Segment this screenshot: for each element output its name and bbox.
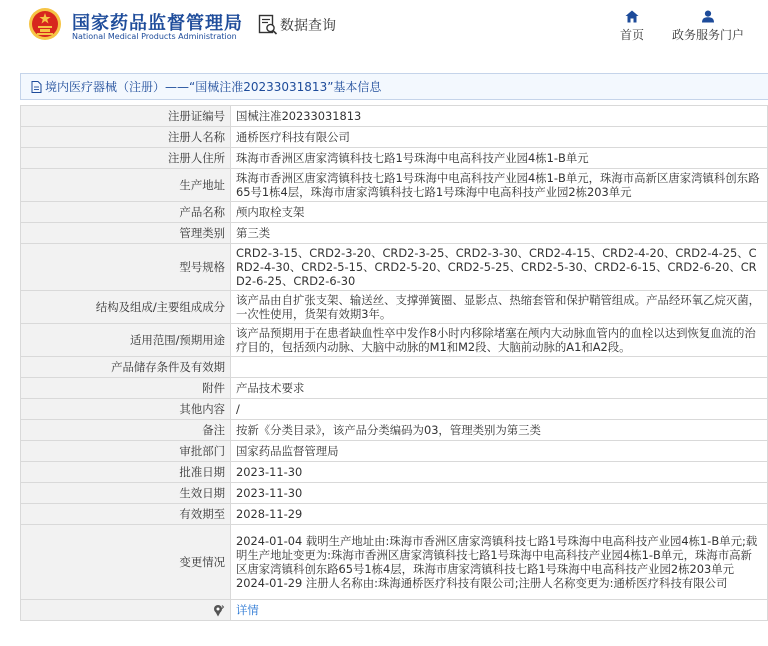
- field-value: 国家药品监督管理局: [231, 441, 768, 462]
- field-label: 备注: [21, 420, 231, 441]
- field-value: 珠海市香洲区唐家湾镇科技七路1号珠海中电高科技产业园4栋1-B单元: [231, 148, 768, 169]
- table-row: [21, 504, 768, 525]
- table-row: [21, 169, 768, 202]
- field-label: 变更情况: [21, 525, 231, 600]
- field-value: /: [231, 399, 768, 420]
- field-value: [231, 357, 768, 378]
- record-title-bar: [20, 73, 768, 100]
- field-value: 该产品预期用于在患者缺血性卒中发作8小时内移除堵塞在颅内大动脉血管内的血栓以达到恢复血流的治疗目的，包括颈内动脉、大脑中动脉的M1和M2段、大脑前动脉的A1和A2段。: [231, 324, 768, 357]
- table-row: [21, 127, 768, 148]
- field-value: 按新《分类目录》，该产品分类编码为03，管理类别为第三类: [231, 420, 768, 441]
- table-row: [21, 244, 768, 291]
- table-row: [21, 106, 768, 127]
- field-label: 产品名称: [21, 202, 231, 223]
- table-row: [21, 357, 768, 378]
- table-row: [21, 223, 768, 244]
- field-value: 第三类: [231, 223, 768, 244]
- brand-title-en: National Medical Products Administration: [72, 32, 237, 41]
- field-label: 注册人名称: [21, 127, 231, 148]
- table-row: [21, 399, 768, 420]
- field-value: 国械注准20233031813: [231, 106, 768, 127]
- nav-home[interactable]: [620, 10, 644, 43]
- field-value: 产品技术要求: [231, 378, 768, 399]
- detail-row-icon-cell: [21, 600, 231, 621]
- field-label: 适用范围/预期用途: [21, 324, 231, 357]
- field-label: 生效日期: [21, 483, 231, 504]
- field-label: 审批部门: [21, 441, 231, 462]
- field-label: 注册证编号: [21, 106, 231, 127]
- table-row: [21, 202, 768, 223]
- field-value: 2023-11-30: [231, 462, 768, 483]
- table-row: [21, 462, 768, 483]
- detail-row: [21, 600, 768, 621]
- field-value: CRD2-3-15、CRD2-3-20、CRD2-3-25、CRD2-3-30、CRD2-4-15、CRD2-4-20、CRD2-4-25、CRD2-4-30、CRD2-5-15、CRD2-5-20、CRD2-5-25、CRD2-5-30、CRD2-6-15、CRD2-6-20、CRD2-6-25、CRD2-6-30: [231, 244, 768, 291]
- data-query-icon: [258, 14, 278, 36]
- table-row: [21, 420, 768, 441]
- pin-icon: [213, 604, 225, 617]
- field-value: 通桥医疗科技有限公司: [231, 127, 768, 148]
- change-record-line: 2024-01-04 载明生产地址由:珠海市香洲区唐家湾镇科技七路1号珠海中电高科技产业园4栋1-B单元;载明生产地址变更为:珠海市香洲区唐家湾镇科技七路1号珠海中电高科技产业园4栋1-B单元，珠海市高新区唐家湾镇科创东路65号1栋4层，珠海市唐家湾镇科技七路1号珠海中电高科技产业园2栋203单元: [236, 534, 758, 576]
- field-label: 结构及组成/主要组成成分: [21, 291, 231, 324]
- user-icon: [701, 10, 715, 23]
- table-row: [21, 148, 768, 169]
- field-label: 其他内容: [21, 399, 231, 420]
- field-value: [231, 525, 768, 600]
- home-icon: [625, 10, 639, 23]
- detail-link[interactable]: 详情: [236, 603, 259, 617]
- site-header: [0, 0, 768, 62]
- field-label: 产品储存条件及有效期: [21, 357, 231, 378]
- field-label: 批准日期: [21, 462, 231, 483]
- table-row: [21, 525, 768, 600]
- field-value: 2023-11-30: [231, 483, 768, 504]
- main-content: [20, 73, 768, 621]
- field-label: 型号规格: [21, 244, 231, 291]
- data-query-link[interactable]: [258, 14, 336, 36]
- record-info-table: [20, 105, 768, 621]
- field-value: 珠海市香洲区唐家湾镇科技七路1号珠海中电高科技产业园4栋1-B单元，珠海市高新区唐家湾镇科创东路65号1栋4层，珠海市唐家湾镇科技七路1号珠海中电高科技产业园2栋203单元: [231, 169, 768, 202]
- nav-home-label: 首页: [620, 28, 645, 42]
- field-label: 有效期至: [21, 504, 231, 525]
- field-label: 注册人住所: [21, 148, 231, 169]
- data-query-label: 数据查询: [280, 18, 336, 34]
- table-row: [21, 483, 768, 504]
- field-label: 生产地址: [21, 169, 231, 202]
- nav-service-label: 政务服务门户: [672, 28, 745, 42]
- record-title: 境内医疗器械（注册）——“国械注准20233031813”基本信息: [45, 80, 382, 94]
- field-label: 附件: [21, 378, 231, 399]
- field-value: 颅内取栓支架: [231, 202, 768, 223]
- field-label: 管理类别: [21, 223, 231, 244]
- document-icon: [31, 81, 42, 93]
- table-row: [21, 291, 768, 324]
- field-value: 2028-11-29: [231, 504, 768, 525]
- brand-title-cn: 国家药品监督管理局: [72, 13, 243, 34]
- detail-row-value-cell: [231, 600, 768, 621]
- table-row: [21, 378, 768, 399]
- table-row: [21, 324, 768, 357]
- national-emblem-icon: [28, 7, 62, 41]
- nav-service-portal[interactable]: [672, 10, 744, 43]
- change-record-line: 2024-01-29 注册人名称由:珠海通桥医疗科技有限公司;注册人名称变更为:通桥医疗科技有限公司: [236, 576, 728, 590]
- field-value: 该产品由自扩张支架、输送丝、支撑弹簧圈、显影点、热缩套管和保护鞘管组成。产品经环氧乙烷灭菌，一次性使用，货架有效期3年。: [231, 291, 768, 324]
- table-row: [21, 441, 768, 462]
